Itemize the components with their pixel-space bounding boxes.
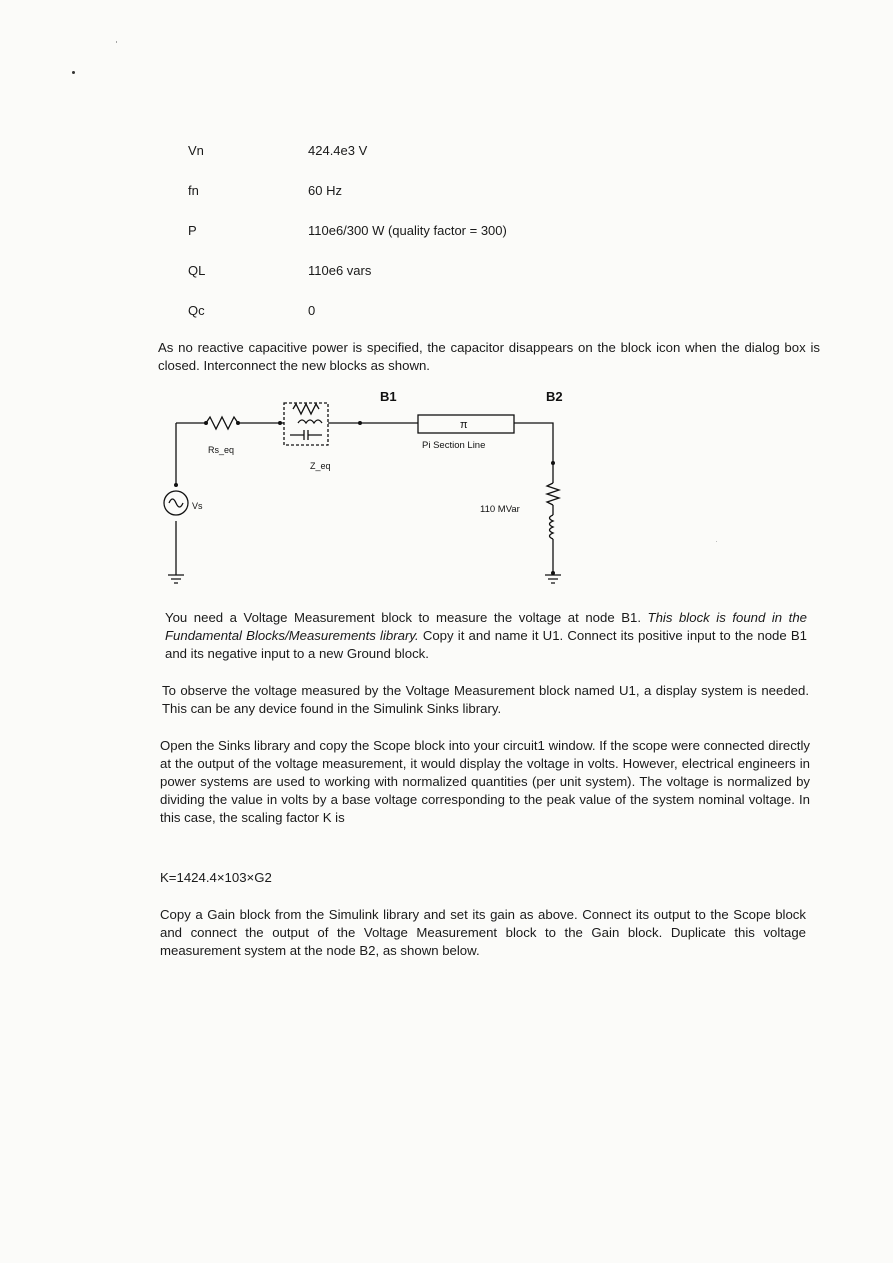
rs-eq-label: Rs_eq	[208, 445, 235, 455]
node-b1-label: B1	[380, 389, 397, 404]
load-resistor	[547, 483, 559, 505]
node-dot	[551, 461, 555, 465]
scan-speck	[716, 541, 717, 542]
node-dot	[551, 571, 555, 575]
paragraph-gain-block: Copy a Gain block from the Simulink library and set its gain as above. Connect its output to the Scope block and connect the output of the Voltage Measurement block to the Gain block. Duplicate this voltage measurement system at the node B2, as shown below.	[160, 907, 806, 958]
source-label: Vs	[192, 501, 203, 511]
intro-paragraph: As no reactive capacitive power is specified, the capacitor disappears on the block icon when the dialog box is closed. Interconnect the new blocks as shown.	[158, 340, 820, 373]
node-dot	[236, 421, 240, 425]
parameter-value: 0	[308, 303, 316, 318]
load-inductor	[550, 515, 554, 539]
parameter-name: P	[188, 223, 197, 238]
node-dot	[278, 421, 282, 425]
voltage-source-wave	[169, 499, 183, 507]
parameter-name: QL	[188, 263, 206, 278]
parameter-name: fn	[188, 183, 199, 198]
p1-text: You need a Voltage Measurement block to measure the voltage at node B1.	[165, 610, 641, 625]
parameter-value: 110e6 vars	[308, 263, 372, 278]
scan-speck	[116, 41, 117, 43]
paragraph-sinks-library: Open the Sinks library and copy the Scope block into your circuit1 window. If the scope were connected directly at the output of the voltage measurement, it would display the voltage in volts. However, electrical engineers in power systems are used to working with normalized quantities (per unit system). The voltage is normalized by dividing the value in volts by a base voltage corresponding to the peak value of the system nominal voltage. In this case, the scaling factor K is	[160, 738, 810, 825]
ground-left-icon	[168, 575, 184, 583]
node-dot	[204, 421, 208, 425]
pi-section-line-label: Pi Section Line	[422, 440, 486, 451]
pi-symbol: π	[460, 419, 468, 431]
paragraph-display-system: To observe the voltage measured by the Voltage Measurement block named U1, a display system is needed. This can be any device found in the Simulink Sinks library.	[162, 683, 809, 716]
z-eq-inductor	[298, 420, 322, 423]
rs-resistor	[206, 417, 238, 429]
ground-right-icon	[545, 575, 561, 583]
scan-speck	[72, 71, 75, 74]
load-label: 110 MVar	[480, 504, 520, 515]
circuit-diagram	[150, 385, 570, 600]
p1-italic-text: This block is found in the Fundamental Blocks/Measurements library.	[165, 610, 808, 643]
paragraph-voltage-measurement	[165, 609, 807, 663]
wire-line-to-b2	[514, 423, 553, 463]
parameter-value: 60 Hz	[308, 183, 342, 198]
node-b2-label: B2	[546, 389, 563, 404]
node-dot	[358, 421, 362, 425]
parameter-name: Qc	[188, 303, 205, 318]
z-eq-capacitor	[290, 430, 322, 440]
z-eq-resistor	[293, 404, 319, 414]
node-dot	[174, 483, 178, 487]
p1-text-end: Copy it and name it U1. Connect its positive input to the node B1 and its negative input to a new Ground block.	[165, 628, 807, 661]
scaling-formula: K=1424.4×103×G2	[160, 870, 272, 885]
parameter-value: 110e6/300 W (quality factor = 300)	[308, 223, 507, 238]
parameter-name: Vn	[188, 143, 204, 158]
z-eq-label: Z_eq	[310, 461, 331, 471]
parameter-value: 424.4e3 V	[308, 143, 368, 158]
